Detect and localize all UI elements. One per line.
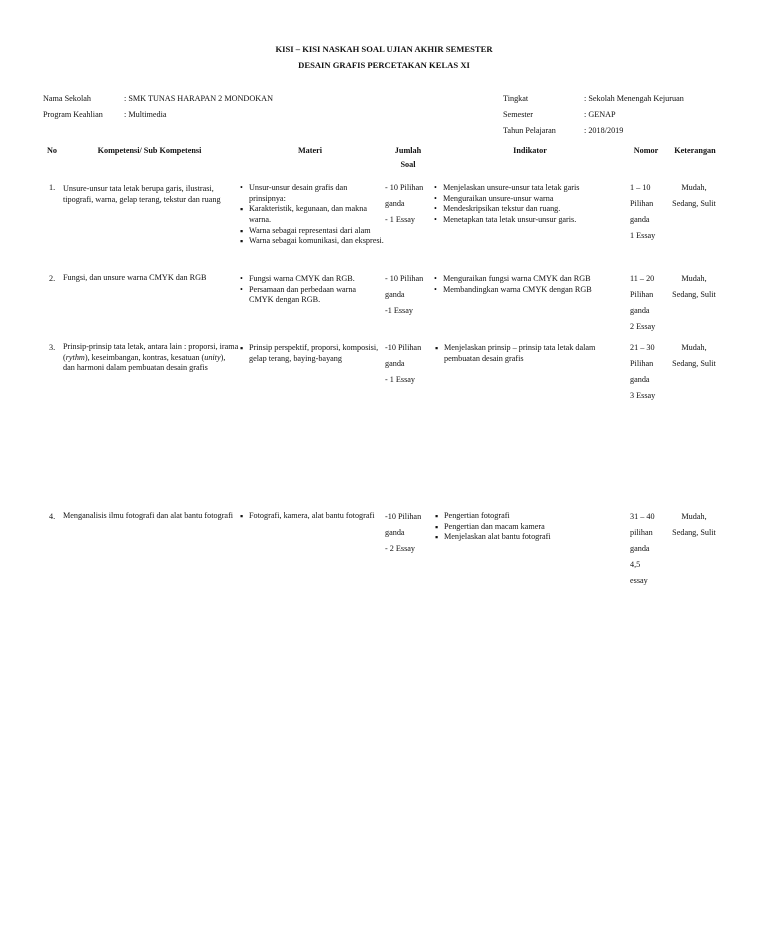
row4-indikator-item: ▪ Pengertian dan macam kamera [435, 522, 621, 533]
row3-kompetensi [63, 342, 239, 374]
row3-materi [240, 343, 380, 364]
header-no: No [46, 146, 57, 155]
row4-keterangan [664, 509, 724, 541]
row1-no: 1. [49, 183, 56, 192]
row3-kompetensi-text: Prinsip-prinsip tata letak, antara lain : proporsi, irama ( [63, 342, 239, 362]
row2-nomor-line: Pilihan [630, 290, 654, 299]
row3-no: 3. [49, 343, 56, 352]
row4-nomor-line: essay [630, 576, 648, 585]
row4-keterangan-line: Sedang, Sulit [672, 528, 716, 537]
row1-materi [240, 183, 384, 247]
info-label-tahun: Tahun Pelajaran [503, 126, 556, 135]
row1-indikator-item: • Menetapkan tata letak unsur-unsur garis. [434, 215, 626, 226]
row3-keterangan [664, 340, 724, 372]
row3-keterangan-line: Sedang, Sulit [672, 359, 716, 368]
row1-jumlah [385, 180, 435, 228]
row3-nomor-line: 21 – 30 [630, 343, 655, 352]
row3-kompetensi-text: ), keseimbangan, kontras, kesatuan ( [84, 352, 205, 362]
row4-indikator [435, 511, 621, 543]
info-label-program: Program Keahlian [43, 110, 103, 119]
row3-kompetensi-rythm: rythm [65, 352, 85, 362]
row1-nomor-line: 1 – 10 [630, 183, 651, 192]
header-jumlah-line2: Soal [400, 159, 416, 169]
info-value-tingkat: : Sekolah Menengah Kejuruan [584, 94, 684, 103]
row2-jumlah-line: -1 Essay [385, 306, 413, 315]
row1-materi-item: • Unsur-unsur desain grafis dan prinsipnya: [240, 183, 384, 204]
header-indikator: Indikator [513, 146, 547, 155]
row2-keterangan-line: Sedang, Sulit [672, 290, 716, 299]
row1-kompetensi: Unsure-unsur tata letak berupa garis, ilustrasi, tipografi, warna, gelap terang, tekstur dan ruang [63, 184, 221, 204]
row2-materi-item: • Persamaan dan perbedaan warna CMYK dengan RGB. [240, 285, 380, 306]
row3-keterangan-line: Mudah, [681, 343, 707, 352]
row4-keterangan-line: Mudah, [681, 512, 707, 521]
row1-indikator [434, 183, 626, 226]
row4-nomor-line: ganda [630, 544, 650, 553]
row2-nomor-line: 11 – 20 [630, 274, 655, 283]
header-keterangan: Keterangan [674, 146, 716, 155]
row4-indikator-item: ▪ Menjelaskan alat bantu fotografi [435, 532, 621, 543]
info-label-semester: Semester [503, 110, 534, 119]
row4-nomor-line: 4,5 [630, 560, 641, 569]
header-nomor: Nomor [633, 146, 659, 155]
row2-jumlah [385, 271, 435, 319]
header-kompetensi: Kompetensi/ Sub Kompetensi [97, 146, 202, 155]
document-title: KISI – KISI NASKAH SOAL UJIAN AKHIR SEMESTER [275, 44, 493, 54]
row4-kompetensi: Menganalisis ilmu fotografi dan alat bantu fotografi [63, 511, 234, 520]
row3-indikator [435, 343, 621, 364]
info-value-tahun: : 2018/2019 [584, 126, 624, 135]
row1-jumlah-line: - 10 Pilihan [385, 183, 424, 192]
row3-jumlah-line: -10 Pilihan [385, 343, 422, 352]
info-label-tingkat: Tingkat [503, 94, 529, 103]
row4-jumlah-line: -10 Pilihan [385, 512, 422, 521]
row3-jumlah-line: ganda [385, 359, 405, 368]
row1-keterangan [664, 180, 724, 212]
row3-kompetensi-unity: unity [204, 352, 221, 362]
row3-nomor-line: ganda [630, 375, 650, 384]
row4-jumlah-line: - 2 Essay [385, 544, 416, 553]
row2-nomor-line: 2 Essay [630, 322, 656, 331]
info-value-semester: : GENAP [584, 110, 616, 119]
row2-materi [240, 274, 380, 306]
row1-nomor-line: Pilihan [630, 199, 654, 208]
row1-jumlah-line: - 1 Essay [385, 215, 416, 224]
header-jumlah [384, 146, 432, 170]
row1-materi-item: ▪ Warna sebagai representasi dari alam [240, 226, 384, 237]
row2-materi-item: • Fungsi warna CMYK dan RGB. [240, 274, 380, 285]
row2-jumlah-line: ganda [385, 290, 405, 299]
row1-keterangan-line: Mudah, [681, 183, 707, 192]
row4-jumlah-line: ganda [385, 528, 405, 537]
row2-indikator [434, 274, 626, 295]
row2-indikator-item: • Membandingkan warna CMYK dengan RGB [434, 285, 626, 296]
row2-nomor-line: ganda [630, 306, 650, 315]
row2-indikator-item: • Menguraikan fungsi warna CMYK dan RGB [434, 274, 626, 285]
row1-indikator-item: • Mendeskripsikan tekstur dan ruang. [434, 204, 626, 215]
header-jumlah-line1: Jumlah [394, 146, 422, 155]
row1-nomor-line: 1 Essay [630, 231, 656, 240]
info-label-school: Nama Sekolah [43, 94, 91, 103]
row3-jumlah-line: - 1 Essay [385, 375, 416, 384]
row4-jumlah [385, 509, 435, 557]
row3-nomor-line: Pilihan [630, 359, 654, 368]
row2-no: 2. [49, 274, 56, 283]
row4-materi-item: ▪ Fotografi, kamera, alat bantu fotografi [240, 511, 380, 522]
row2-keterangan [664, 271, 724, 303]
row1-nomor-line: ganda [630, 215, 650, 224]
row1-indikator-item: • Menjelaskan unsure-unsur tata letak garis [434, 183, 626, 194]
row4-no: 4. [49, 512, 56, 521]
row3-kompetensi-text: ), dan harmoni dalam pembuatan desain grafis [63, 352, 226, 373]
row2-kompetensi: Fungsi, dan unsure warna CMYK dan RGB [63, 273, 207, 282]
row1-indikator-item: • Menguraikan unsure-unsur warna [434, 194, 626, 205]
row3-nomor-line: 3 Essay [630, 391, 656, 400]
document-subtitle: DESAIN GRAFIS PERCETAKAN KELAS XI [298, 60, 470, 70]
info-value-program: : Multimedia [124, 110, 167, 119]
row1-materi-item: ▪ Karakteristik, kegunaan, dan makna warna. [240, 204, 384, 225]
row1-jumlah-line: ganda [385, 199, 405, 208]
row3-materi-item: ▪ Prinsip perspektif, proporsi, komposisi, gelap terang, baying-bayang [240, 343, 380, 364]
row1-materi-item: ▪ Warna sebagai komunikasi, dan ekspresi. [240, 236, 384, 247]
row1-keterangan-line: Sedang, Sulit [672, 199, 716, 208]
row4-nomor-line: pilihan [630, 528, 653, 537]
row4-materi [240, 511, 380, 522]
row2-keterangan-line: Mudah, [681, 274, 707, 283]
row4-nomor-line: 31 – 40 [630, 512, 655, 521]
info-value-school: : SMK TUNAS HARAPAN 2 MONDOKAN [124, 94, 273, 103]
row2-jumlah-line: - 10 Pilihan [385, 274, 424, 283]
row3-indikator-item: ▪ Menjelaskan prinsip – prinsip tata letak dalam pembuatan desain grafis [435, 343, 621, 364]
row3-jumlah [385, 340, 435, 388]
header-materi: Materi [297, 146, 323, 155]
row4-indikator-item: ▪ Pengertian fotografi [435, 511, 621, 522]
